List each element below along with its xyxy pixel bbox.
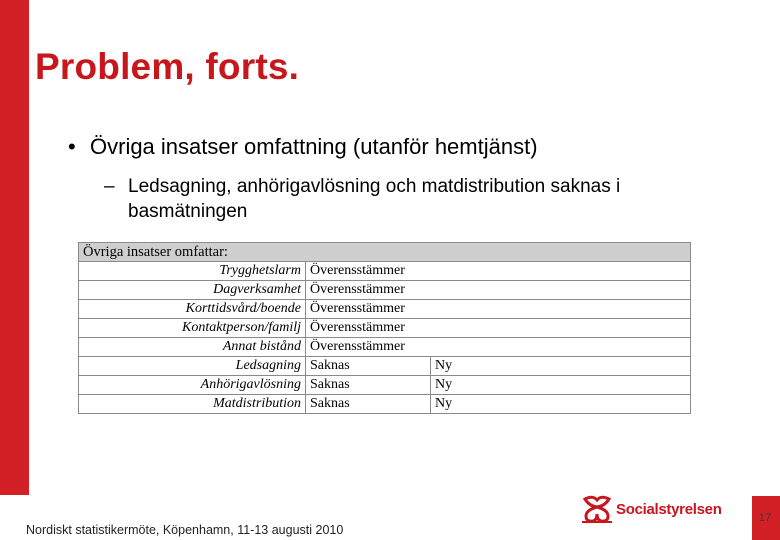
row-label: Trygghetslarm [79,262,306,281]
logo-text: Socialstyrelsen [616,501,722,518]
row-label: Dagverksamhet [79,281,306,300]
table-row [79,357,691,376]
bullet-marker: • [68,134,76,159]
row-after: Ny [431,376,691,395]
sub-bullet-item [104,174,688,224]
row-label: Korttidsvård/boende [79,300,306,319]
row-before: Saknas [306,395,431,414]
footer-text: Nordiskt statistikermöte, Köpenhamn, 11-13 augusti 2010 [26,523,344,537]
row-label: Matdistribution [79,395,306,414]
table-row [79,319,691,338]
row-label: Annat bistånd [79,338,306,357]
row-status: Överensstämmer [306,281,691,300]
row-status: Överensstämmer [306,262,691,281]
row-before: Saknas [306,357,431,376]
row-label: Ledsagning [79,357,306,376]
table-header: Övriga insatser omfattar: [79,243,691,262]
bullet-item [68,134,538,160]
table-row [79,376,691,395]
comparison-table [78,242,691,414]
row-label: Kontaktperson/familj [79,319,306,338]
bullet-text: Övriga insatser omfattning (utanför hemtjänst) [90,134,538,159]
row-after: Ny [431,357,691,376]
page-number: 17 [758,512,772,524]
socialstyrelsen-logo-icon [580,494,614,524]
table-row [79,338,691,357]
table-header-row [79,243,691,262]
table-row [79,262,691,281]
table-row [79,281,691,300]
sub-bullet-text: Ledsagning, anhörigavlösning och matdistribution saknas i basmätningen [128,176,621,222]
row-status: Överensstämmer [306,338,691,357]
row-status: Överensstämmer [306,319,691,338]
slide-title: Problem, forts. [35,46,300,87]
sub-bullet-marker: – [104,176,115,197]
row-status: Överensstämmer [306,300,691,319]
row-before: Saknas [306,376,431,395]
left-accent-bar [0,0,29,495]
table-row [79,395,691,414]
row-label: Anhörigavlösning [79,376,306,395]
table-row [79,300,691,319]
row-after: Ny [431,395,691,414]
